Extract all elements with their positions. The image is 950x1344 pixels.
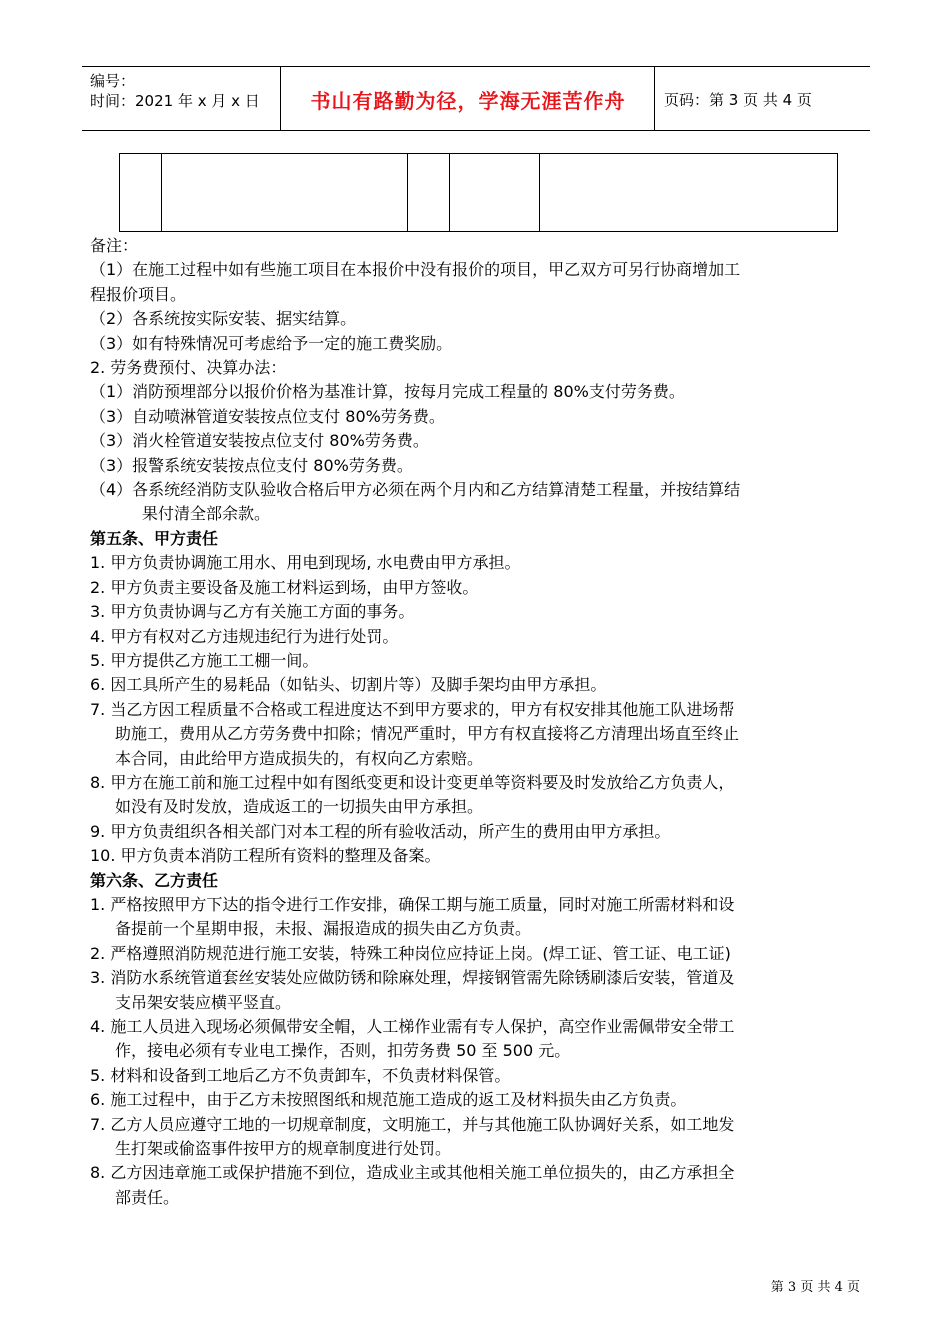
article-5-title: 第五条、甲方责任 [90,528,219,548]
payment-item: （1）消防预埋部分以报价价格为基准计算，按每月完成工程量的 80%支付劳务费。 [90,382,685,402]
article-5-item: 9. 甲方负责组织各相关部门对本工程的所有验收活动，所产生的费用由甲方承担。 [90,821,671,841]
payment-item: （4）各系统经消防支队验收合格后甲方必须在两个月内和乙方结算清楚工程量，并按结算结 [90,480,741,500]
header-motto: 书山有路勤为径，学海无涯苦作舟 [310,89,626,113]
article-6-item: 2. 严格遵照消防规范进行施工安装，特殊工种岗位应持证上岗。(焊工证、管工证、电工证) [90,943,731,963]
article-6-item: 1. 严格按照甲方下达的指令进行工作安排，确保工期与施工质量，同时对施工所需材料和设 [90,894,735,914]
table-cell-border [407,154,408,231]
article-5-item: 10. 甲方负责本消防工程所有资料的整理及备案。 [90,846,441,866]
article-5-item: 6. 因工具所产生的易耗品（如钻头、切割片等）及脚手架均由甲方承担。 [90,675,607,695]
article-6-item: 7. 乙方人员应遵守工地的一切规章制度，文明施工，并与其他施工队协调好关系，如工地发 [90,1114,735,1134]
article-6-item: 6. 施工过程中，由于乙方未按照图纸和规范施工造成的返工及材料损失由乙方负责。 [90,1090,687,1110]
article-5-item-cont: 如没有及时发放，造成返工的一切损失由甲方承担。 [115,797,484,817]
article-6-item-cont: 支吊架安装应横平竖直。 [115,992,292,1012]
article-6-item: 3. 消防水系统管道套丝安装处应做防锈和除麻处理，焊接钢管需先除锈刷漆后安装，管道及 [90,968,735,988]
table-cell-border [539,154,540,231]
article-6-item-cont: 部责任。 [115,1187,180,1207]
article-5-item: 2. 甲方负责主要设备及施工材料运到场，由甲方签收。 [90,577,479,597]
article-5-item: 5. 甲方提供乙方施工工棚一间。 [90,650,319,670]
page-footer: 第 3 页 共 4 页 [770,1280,860,1295]
number-label: 编号： [90,72,136,90]
page-header [82,66,870,131]
time-label: 时间：2021 年 x 月 x 日 [90,92,260,110]
remark-item: （1）在施工过程中如有些施工项目在本报价中没有报价的项目，甲乙双方可另行协商增加工 [90,260,741,280]
article-6-item-cont: 生打架或偷盗事件按甲方的规章制度进行处罚。 [115,1139,452,1159]
remark-item: （3）如有特殊情况可考虑给予一定的施工费奖励。 [90,333,453,353]
header-page-label: 页码：第 3 页 共 4 页 [664,91,812,109]
article-5-item: 7. 当乙方因工程质量不合格或工程进度达不到甲方要求的，甲方有权安排其他施工队进场帮 [90,699,735,719]
article-5-item: 4. 甲方有权对乙方违规违纪行为进行处罚。 [90,626,399,646]
payment-item: （3）自动喷淋管道安装按点位支付 80%劳务费。 [90,406,445,426]
payment-item: （3）消火栓管道安装按点位支付 80%劳务费。 [90,431,429,451]
article-5-item: 3. 甲方负责协调与乙方有关施工方面的事务。 [90,602,415,622]
contract-body [90,234,862,1210]
article-6-item: 8. 乙方因违章施工或保护措施不到位，造成业主或其他相关施工单位损失的，由乙方承担全 [90,1163,735,1183]
payment-title: 2. 劳务费预付、决算办法： [90,358,287,378]
article-6-item: 4. 施工人员进入现场必须佩带安全帽，人工梯作业需有专人保护，高空作业需佩带安全带工 [90,1017,735,1036]
article-5-item: 8. 甲方在施工前和施工过程中如有图纸变更和设计变更单等资料要及时发放给乙方负责人， [90,772,735,792]
header-divider [280,67,281,130]
payment-item-cont: 果付清全部余款。 [142,504,271,524]
remark-item: （2）各系统按实际安装、据实结算。 [90,309,357,329]
header-meta [90,71,260,111]
article-5-item-cont: 本合同，由此给甲方造成损失的，有权向乙方索赔。 [115,748,484,768]
quote-table-row [119,153,838,232]
remark-item-cont: 程报价项目。 [90,284,187,304]
header-divider [654,67,655,130]
payment-item: （3）报警系统安装按点位支付 80%劳务费。 [90,455,413,475]
table-cell-border [449,154,450,231]
article-6-item-cont: 备提前一个星期申报，未报、漏报造成的损失由乙方负责。 [115,919,532,939]
article-6-title: 第六条、乙方责任 [90,870,219,890]
article-6-item: 5. 材料和设备到工地后乙方不负责卸车，不负责材料保管。 [90,1065,511,1085]
article-6-item-cont: 作，接电必须有专业电工操作，否则，扣劳务费 50 至 500 元。 [115,1041,571,1061]
remark-title: 备注： [90,236,139,255]
table-cell-border [161,154,162,231]
article-5-item: 1. 甲方负责协调施工用水、用电到现场, 水电费由甲方承担。 [90,553,521,573]
article-5-item-cont: 助施工，费用从乙方劳务费中扣除；情况严重时，甲方有权直接将乙方清理出场直至终止 [115,724,740,744]
